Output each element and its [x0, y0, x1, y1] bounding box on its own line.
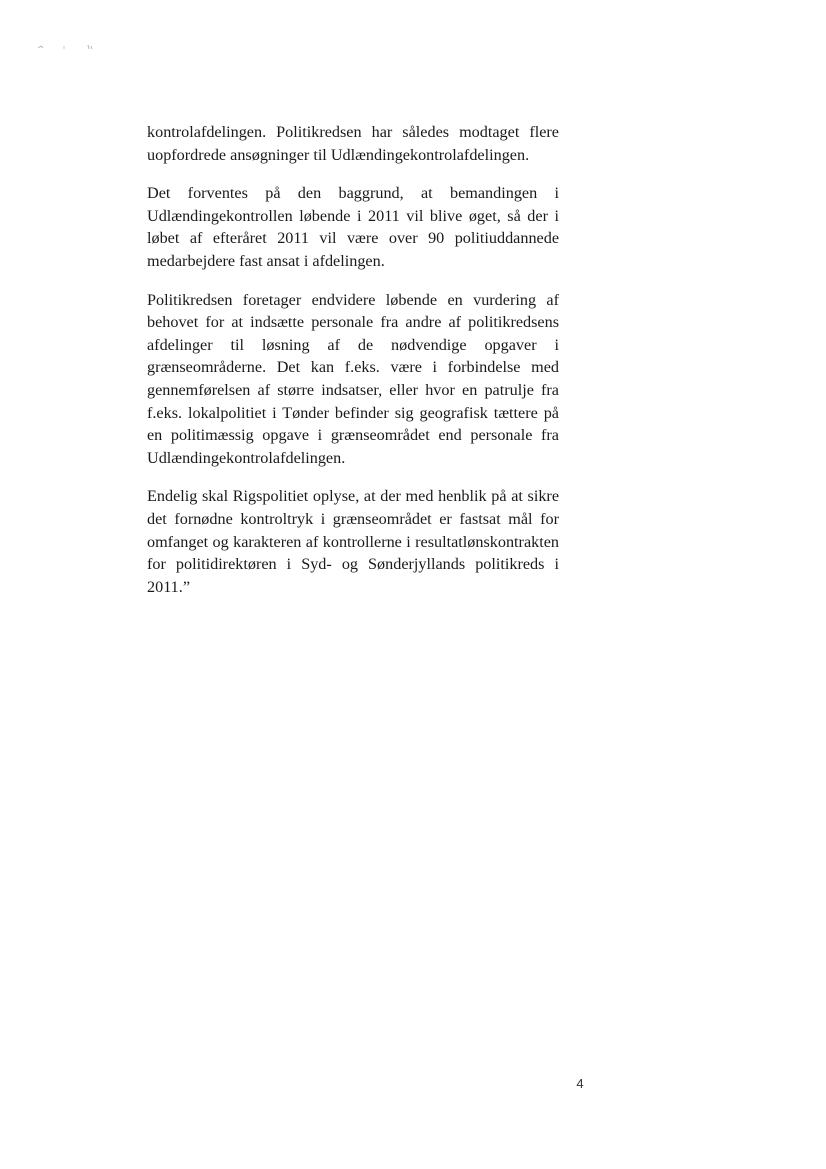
paragraph-2: Det forventes på den baggrund, at bemandingen i Udlændingekontrollen løbende i 2011 vil blive øget, så der i løbet af efteråret 2011 vil være over 90 politiuddannede medarbejdere fast ansat i afdelingen. — [147, 184, 559, 270]
letter-body — [147, 121, 559, 614]
scan-artifact-marks — [36, 40, 106, 52]
paragraph-4: Endelig skal Rigspolitiet oplyse, at der med henblik på at sikre det fornødne kontroltryk i grænseområdet er fastsat mål for omfanget og karakteren af kontrollerne i resultatlønskontrakten for politidirektøren i Syd- og Sønderjyllands politikreds i 2011.” — [147, 487, 559, 596]
paragraph-1: kontrolafdelingen. Politikredsen har således modtaget flere uopfordrede ansøgninger til Udlændingekontrolafdelingen. — [147, 123, 559, 164]
paragraph-3: Politikredsen foretager endvidere løbende en vurdering af behovet for at indsætte personale fra andre af politikredsens afdelinger til løsning af de nødvendige opgaver i grænseområderne. Det kan f.eks. være i forbindelse med gennemførelsen af større indsatser, eller hvor en patrulje fra f.eks. lokalpolitiet i Tønder befinder sig geografisk tættere på en politimæssig opgave i grænseområdet end personale fra Udlændingekontrolafdelingen. — [147, 290, 559, 467]
page-number: 4 — [576, 1076, 584, 1091]
